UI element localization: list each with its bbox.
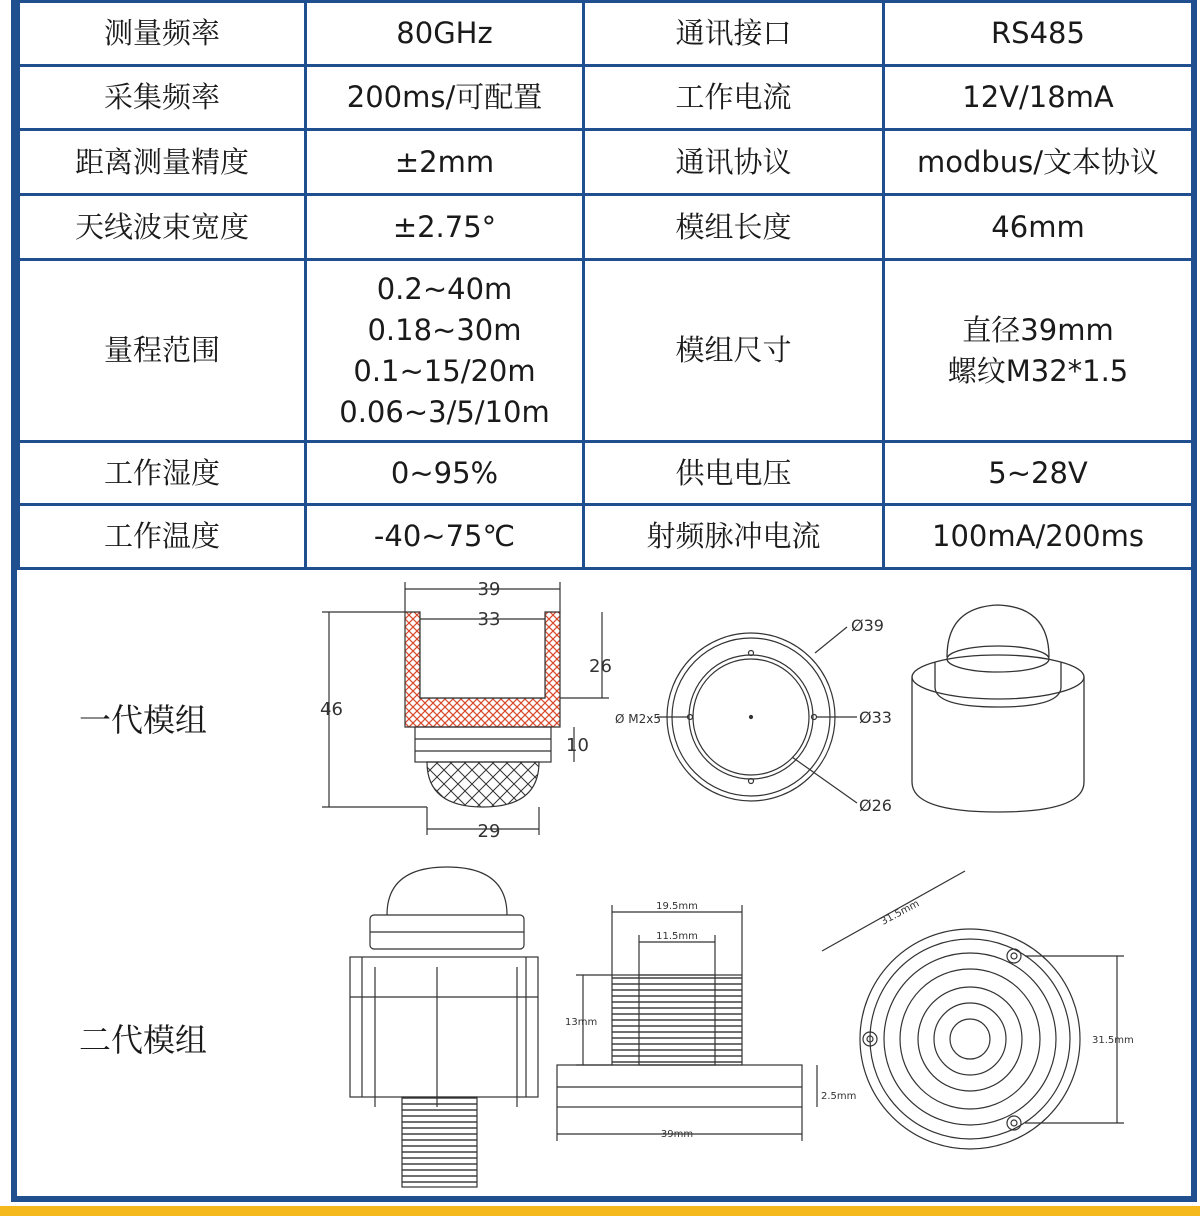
table-row — [19, 442, 1193, 505]
spec-label: 量程范围 — [19, 260, 306, 442]
range-line: 0.06~3/5/10m — [339, 394, 550, 429]
spec-value: 12V/18mA — [884, 66, 1193, 130]
dim-label: 11.5mm — [656, 931, 698, 942]
spec-label: 测量频率 — [19, 2, 306, 66]
spec-label: 工作湿度 — [19, 442, 306, 505]
gen1-top-dims — [615, 616, 892, 815]
spec-label: 模组尺寸 — [584, 260, 884, 442]
dim-label: 10 — [566, 735, 589, 756]
spec-label: 通讯接口 — [584, 2, 884, 66]
dim-label: 29 — [477, 821, 501, 842]
spec-label: 工作温度 — [19, 505, 306, 569]
technical-drawings — [17, 567, 1191, 1196]
spec-value: 5~28V — [884, 442, 1193, 505]
dim-label: 31.5mm — [1092, 1035, 1134, 1046]
gen1-perspective — [912, 605, 1084, 812]
size-line: 直径39mm — [962, 312, 1114, 347]
gen2-top-view — [822, 871, 1124, 1149]
table-row — [19, 505, 1193, 569]
range-line: 0.18~30m — [367, 312, 522, 347]
dim-label: Ø26 — [859, 796, 892, 815]
spec-value: ±2.75° — [306, 195, 584, 260]
spec-label: 距离测量精度 — [19, 130, 306, 195]
dim-label: Ø M2x5 — [615, 712, 661, 726]
gen1-top-view — [657, 627, 857, 803]
table-row — [19, 66, 1193, 130]
range-line: 0.1~15/20m — [353, 353, 536, 388]
dim-label: 13mm — [565, 1017, 598, 1028]
spec-label: 供电电压 — [584, 442, 884, 505]
table-row — [19, 195, 1193, 260]
spec-value-size — [884, 260, 1193, 442]
dim-label: 31.5mm — [879, 898, 922, 928]
spec-table — [17, 0, 1194, 570]
table-row — [19, 130, 1193, 195]
spec-label: 模组长度 — [584, 195, 884, 260]
dim-label: Ø33 — [859, 708, 892, 727]
spec-value: ±2mm — [306, 130, 584, 195]
dim-label: 39 — [477, 579, 501, 600]
spec-label: 天线波束宽度 — [19, 195, 306, 260]
dim-label: 19.5mm — [656, 901, 698, 912]
range-line: 0.2~40m — [376, 271, 513, 306]
gen1-label: 一代模组 — [79, 701, 208, 739]
dim-label: 33 — [477, 609, 501, 630]
spec-label: 通讯协议 — [584, 130, 884, 195]
gen1-side-view — [322, 582, 609, 835]
spec-label: 采集频率 — [19, 66, 306, 130]
gen2-top-dims — [879, 898, 1134, 1046]
size-line: 螺纹M32*1.5 — [947, 353, 1129, 388]
spec-value: RS485 — [884, 2, 1193, 66]
dim-label: 26 — [589, 656, 612, 677]
dim-label: 2.5mm — [821, 1091, 857, 1102]
spec-value: -40~75℃ — [306, 505, 584, 569]
spec-value: 200ms/可配置 — [306, 66, 584, 130]
spec-label: 射频脉冲电流 — [584, 505, 884, 569]
dim-label: 39mm — [660, 1129, 694, 1140]
spec-value: 46mm — [884, 195, 1193, 260]
bottom-accent-bar — [0, 1206, 1200, 1216]
spec-value: 100mA/200ms — [884, 505, 1193, 569]
spec-value-range — [306, 260, 584, 442]
gen2-front-view — [350, 867, 538, 1187]
dim-label: Ø39 — [851, 616, 884, 635]
spec-value: modbus/文本协议 — [884, 130, 1193, 195]
spec-label: 工作电流 — [584, 66, 884, 130]
table-row — [19, 2, 1193, 66]
table-row — [19, 260, 1193, 442]
drawings-area — [17, 567, 1191, 1196]
dim-label: 46 — [320, 699, 343, 720]
spec-value: 0~95% — [306, 442, 584, 505]
spec-value: 80GHz — [306, 2, 584, 66]
gen2-label: 二代模组 — [79, 1021, 208, 1059]
